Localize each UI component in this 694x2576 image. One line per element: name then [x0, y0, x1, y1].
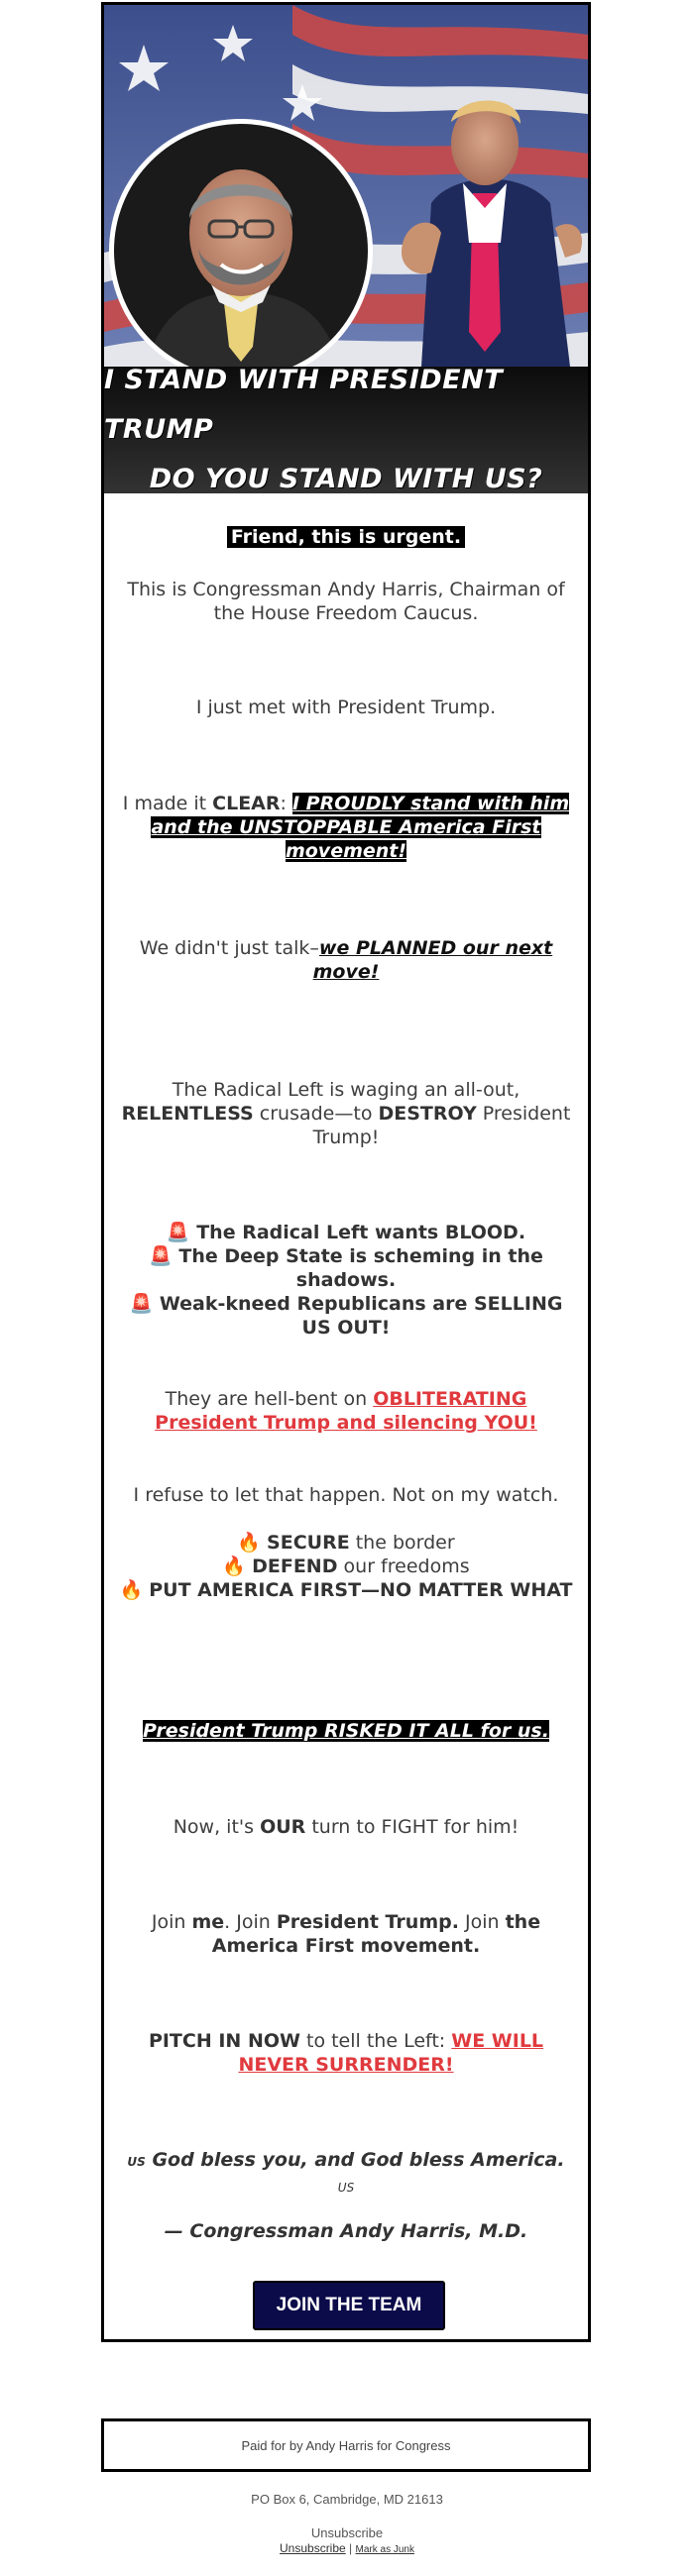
headline-line-2: DO YOU STAND WITH US? [149, 464, 543, 494]
pledge-1-text: the border [349, 1532, 455, 1554]
link-separator: | [349, 2541, 353, 2555]
signature-line: — Congressman Andy Harris, M.D. [164, 2220, 528, 2242]
join-bold-1: me [191, 1911, 225, 1933]
surrender-emphasis: WE WILL NEVER SURRENDER! [238, 2030, 544, 2076]
clear-paragraph [114, 792, 578, 863]
turn-bold: OUR [260, 1816, 306, 1838]
unsubscribe-link-2[interactable]: Unsubscribe [280, 2541, 346, 2555]
intro-paragraph: This is Congressman Andy Harris, Chairman of the House Freedom Caucus. [127, 579, 565, 624]
fire-icon: 🔥 [237, 1532, 261, 1554]
talk-text: We didn't just talk– [139, 937, 319, 959]
siren-icon: 🚨 [129, 1293, 154, 1315]
headline-banner [104, 367, 588, 493]
left-text-1: The Radical Left is waging an all-out, [172, 1079, 520, 1101]
left-text-3: President Trump! [312, 1103, 571, 1148]
address-text: PO Box 6, Cambridge, MD 21613 [251, 2492, 443, 2507]
join-paragraph [114, 1910, 578, 1958]
headline-line-1: I STAND WITH PRESIDENT TRUMP [104, 365, 504, 445]
join-the-team-button[interactable]: JOIN THE TEAM [253, 2281, 445, 2330]
urgent-highlight: Friend, this is urgent. [227, 526, 465, 548]
talk-paragraph [114, 936, 578, 984]
mark-junk-link[interactable]: Mark as Junk [355, 2544, 414, 2555]
flag-photo-illustration [104, 5, 588, 367]
paid-for-text: Paid for by Andy Harris for Congress [241, 2437, 451, 2453]
alert-item-2: The Deep State is scheming in the shadows. [178, 1245, 543, 1291]
risked-line [114, 1719, 578, 1743]
fire-icon: 🔥 [222, 1556, 247, 1577]
hero-image [104, 5, 588, 367]
clear-bold: CLEAR [212, 793, 281, 814]
us-flag-icon: US [337, 2181, 355, 2195]
left-bold-1: RELENTLESS [121, 1103, 254, 1125]
pledge-2-bold: DEFEND [252, 1556, 338, 1577]
fire-icon: 🔥 [119, 1579, 144, 1601]
pledge-2-text: our freedoms [337, 1556, 470, 1577]
join-text-1: Join [151, 1911, 192, 1933]
join-text-2: . Join [224, 1911, 277, 1933]
footer-links [0, 2541, 694, 2555]
radical-left-paragraph [114, 1078, 578, 1149]
met-paragraph: I just met with President Trump. [195, 697, 497, 718]
hell-text: They are hell-bent on [165, 1388, 374, 1410]
pitch-text: to tell the Left: [299, 2030, 452, 2052]
join-text-3: Join [458, 1911, 506, 1933]
alert-list [114, 1221, 578, 1340]
alert-item-1: The Radical Left wants BLOOD. [196, 1222, 526, 1243]
pledge-3-bold: PUT AMERICA FIRST—NO MATTER WHAT [149, 1579, 573, 1601]
paid-for-box [101, 2418, 591, 2472]
turn-paragraph [114, 1815, 578, 1839]
bless-text: God bless you, and God bless America. [152, 2149, 565, 2171]
email-card [101, 2, 591, 2342]
join-bold-2: President Trump. [276, 1911, 459, 1933]
pledge-1-bold: SECURE [267, 1532, 350, 1554]
turn-text-1: Now, it's [173, 1816, 261, 1838]
turn-text-2: turn to FIGHT for him! [305, 1816, 520, 1838]
planned-emphasis: we PLANNED our next move! [312, 937, 553, 983]
left-text-2: crusade—to [253, 1103, 379, 1125]
obliterating-emphasis: OBLITERATING President Trump and silencing YOU! [155, 1388, 537, 1434]
urgent-line [114, 525, 578, 549]
pitch-bold: PITCH IN NOW [148, 2030, 300, 2052]
clear-text: I made it [122, 793, 213, 814]
siren-icon: 🚨 [149, 1245, 173, 1267]
pitch-paragraph [114, 2029, 578, 2077]
left-bold-2: DESTROY [378, 1103, 477, 1125]
unsubscribe-link-1[interactable]: Unsubscribe [310, 2525, 384, 2540]
alert-item-3: Weak-kneed Republicans are SELLING US OUT! [159, 1293, 563, 1339]
siren-icon: 🚨 [166, 1222, 190, 1243]
hell-bent-paragraph [114, 1387, 578, 1435]
stand-highlight: I PROUDLY stand with him and the UNSTOPPABLE America First movement! [151, 793, 570, 862]
refuse-paragraph: I refuse to let that happen. Not on my watch. [133, 1484, 559, 1506]
clear-colon: : [280, 793, 292, 814]
risked-highlight: President Trump RISKED IT ALL for us. [143, 1720, 549, 1742]
us-flag-icon: US [127, 2155, 146, 2169]
pledge-list [114, 1531, 578, 1602]
join-bold-3: the America First movement. [211, 1911, 541, 1957]
bless-line [114, 2148, 578, 2200]
